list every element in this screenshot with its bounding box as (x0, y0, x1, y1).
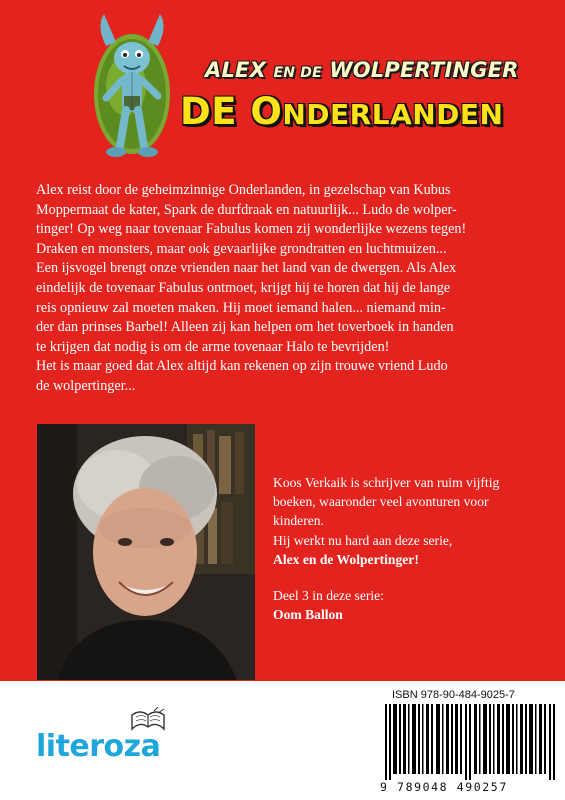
blurb-line: Alex reist door de geheimzinnige Onderlanden, in gezelschap van Kubus (36, 182, 451, 198)
bio-series-name: Alex en de Wolpertinger! (273, 551, 419, 567)
blurb-line: eindelijk de tovenaar Fabulus ontmoet, krijgt hij te horen dat hij de lange (36, 279, 451, 296)
blurb-line: Een ijsvogel brengt onze vrienden naar het land van de dwergen. Als Alex (36, 260, 457, 277)
blurb-text (36, 181, 530, 397)
barcode-icon (385, 704, 557, 780)
blurb-line: der dan prinses Barbel! Alleen zij kan helpen om het toverboek in handen (36, 319, 454, 336)
blurb-line: Draken en monsters, maar ook gevaarlijke grondratten en luchtmuizen... (36, 240, 447, 257)
bio-line: boeken, waaronder veel avonturen voor (273, 494, 489, 510)
blurb-line: Het is maar goed dat Alex altijd kan rekenen op zijn trouwe vriend Ludo (36, 358, 448, 375)
author-portrait-image (37, 424, 255, 680)
blurb-line: Moppermaat de kater, Spark de durfdraak en natuurlijk... Ludo de wolper- (36, 201, 457, 218)
book-title-initial: O (250, 90, 283, 133)
bio-next-label: Deel 3 in deze serie: (273, 588, 384, 604)
bio-line: Koos Verkaik is schrijver van ruim vijftig (273, 475, 500, 490)
series-title (205, 58, 519, 82)
author-bio (273, 473, 543, 624)
wolpertinger-mascot-icon (86, 6, 178, 170)
bio-line: kinderen. (273, 513, 324, 529)
blurb-line: te krijgen dat nodig is om de arme tovenaar Halo te bevrijden! (36, 338, 390, 355)
series-title-name: ALEX (205, 58, 266, 82)
series-title-mid: EN DE (273, 65, 322, 81)
author-photo (37, 424, 255, 680)
blurb-line: reis opnieuw zal moeten maken. Hij moet iemand halen... niemand min- (36, 299, 446, 316)
bio-next-title: Oom Ballon (273, 607, 343, 623)
isbn-label: ISBN 978-90-484-9025-7 (392, 689, 515, 701)
blurb-line: tinger! Op weg naar tovenaar Fabulus komen zij wonderlijke wezens tegen! (36, 221, 467, 238)
book-title-rest: NDERLANDEN (282, 98, 504, 131)
bio-line: Hij werkt nu hard aan deze serie, (273, 532, 453, 548)
publisher-name: literoza (36, 729, 161, 764)
series-title-word: WOLPERTINGER (329, 58, 519, 82)
book-title (180, 90, 503, 133)
barcode-block (371, 687, 563, 797)
ean-digits: 9 789048 490257 (380, 780, 508, 794)
book-title-article: DE (180, 90, 237, 133)
publisher-logo (36, 701, 186, 769)
blurb-line: de wolpertinger... (36, 377, 136, 394)
cover-footer (0, 681, 565, 800)
